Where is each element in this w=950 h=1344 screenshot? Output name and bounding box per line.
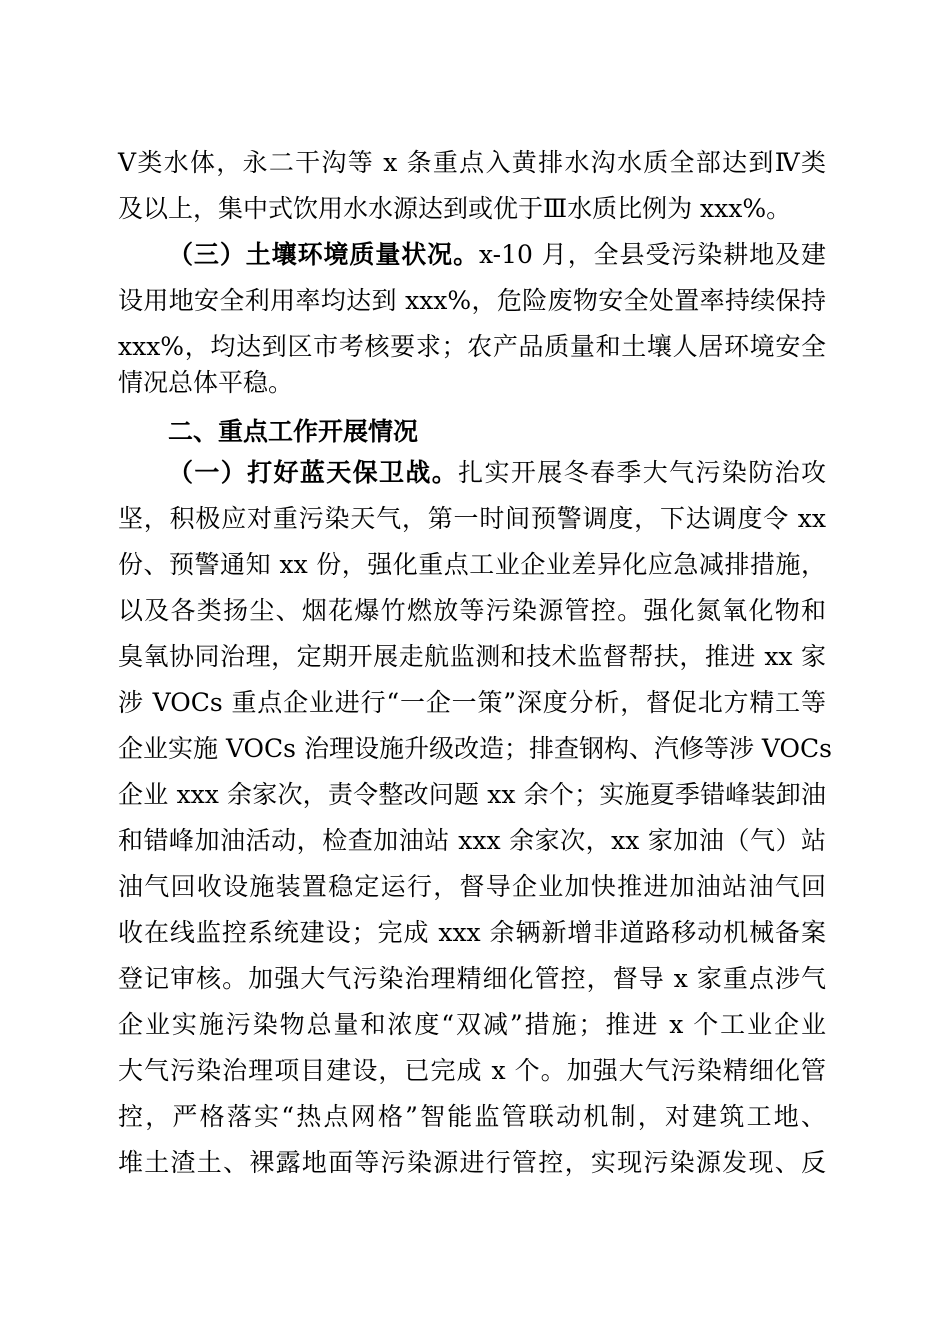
paragraph-line: 情况总体平稳。	[118, 368, 294, 397]
paragraph-line: 份、预警通知 xx 份，强化重点工业企业差异化应急减排措施，	[118, 550, 826, 579]
paragraph-line: 企业 xxx 余家次，责令整改问题 xx 余个；实施夏季错峰装卸油	[118, 780, 826, 809]
paragraph-line: 堆土渣土、裸露地面等污染源进行管控，实现污染源发现、反	[118, 1148, 826, 1177]
paragraph-first-line	[168, 453, 826, 493]
paragraph-line: 收在线监控系统建设；完成 xxx 余辆新增非道路移动机械备案	[118, 918, 826, 947]
paragraph-line: 坚，积极应对重污染天气，第一时间预警调度，下达调度令 xx	[118, 504, 826, 533]
paragraph-line: 大气污染治理项目建设，已完成 x 个。加强大气污染精细化管	[118, 1056, 826, 1085]
paragraph-line: 登记审核。加强大气污染治理精细化管控，督导 x 家重点涉气	[118, 964, 826, 993]
paragraph-line: 涉 VOCs 重点企业进行“一企一策”深度分析，督促北方精工等	[118, 688, 826, 717]
section-lead: （一）打好蓝天保卫战。	[168, 458, 459, 487]
paragraph-line: 和错峰加油活动，检查加油站 xxx 余家次，xx 家加油（气）站	[118, 826, 826, 855]
paragraph-text: 扎实开展冬春季大气污染防治攻	[458, 458, 826, 487]
paragraph-text: x-10 月，全县受污染耕地及建	[479, 240, 826, 269]
paragraph-line: 企业实施 VOCs 治理设施升级改造；排查钢构、汽修等涉 VOCs	[118, 734, 832, 763]
paragraph-line: Ⅴ类水体，永二干沟等 x 条重点入黄排水沟水质全部达到Ⅳ类	[118, 148, 826, 177]
paragraph-first-line	[168, 235, 826, 275]
paragraph-line: 设用地安全利用率均达到 xxx%，危险废物安全处置率持续保持	[118, 286, 826, 315]
paragraph-line: xxx%，均达到区市考核要求；农产品质量和土壤人居环境安全	[118, 332, 826, 361]
paragraph-line: 企业实施污染物总量和浓度“双减”措施；推进 x 个工业企业	[118, 1010, 826, 1039]
section-heading: 二、重点工作开展情况	[168, 417, 419, 446]
paragraph-line: 以及各类扬尘、烟花爆竹燃放等污染源管控。强化氮氧化物和	[118, 596, 826, 625]
paragraph-line: 及以上，集中式饮用水水源达到或优于Ⅲ水质比例为 xxx%。	[118, 194, 792, 223]
paragraph-line: 控，严格落实“热点网格”智能监管联动机制，对建筑工地、	[118, 1102, 826, 1131]
section-lead: （三）土壤环境质量状况。	[168, 240, 480, 269]
paragraph-line: 臭氧协同治理，定期开展走航监测和技术监督帮扶，推进 xx 家	[118, 642, 826, 671]
paragraph-line: 油气回收设施装置稳定运行，督导企业加快推进加油站油气回	[118, 872, 826, 901]
